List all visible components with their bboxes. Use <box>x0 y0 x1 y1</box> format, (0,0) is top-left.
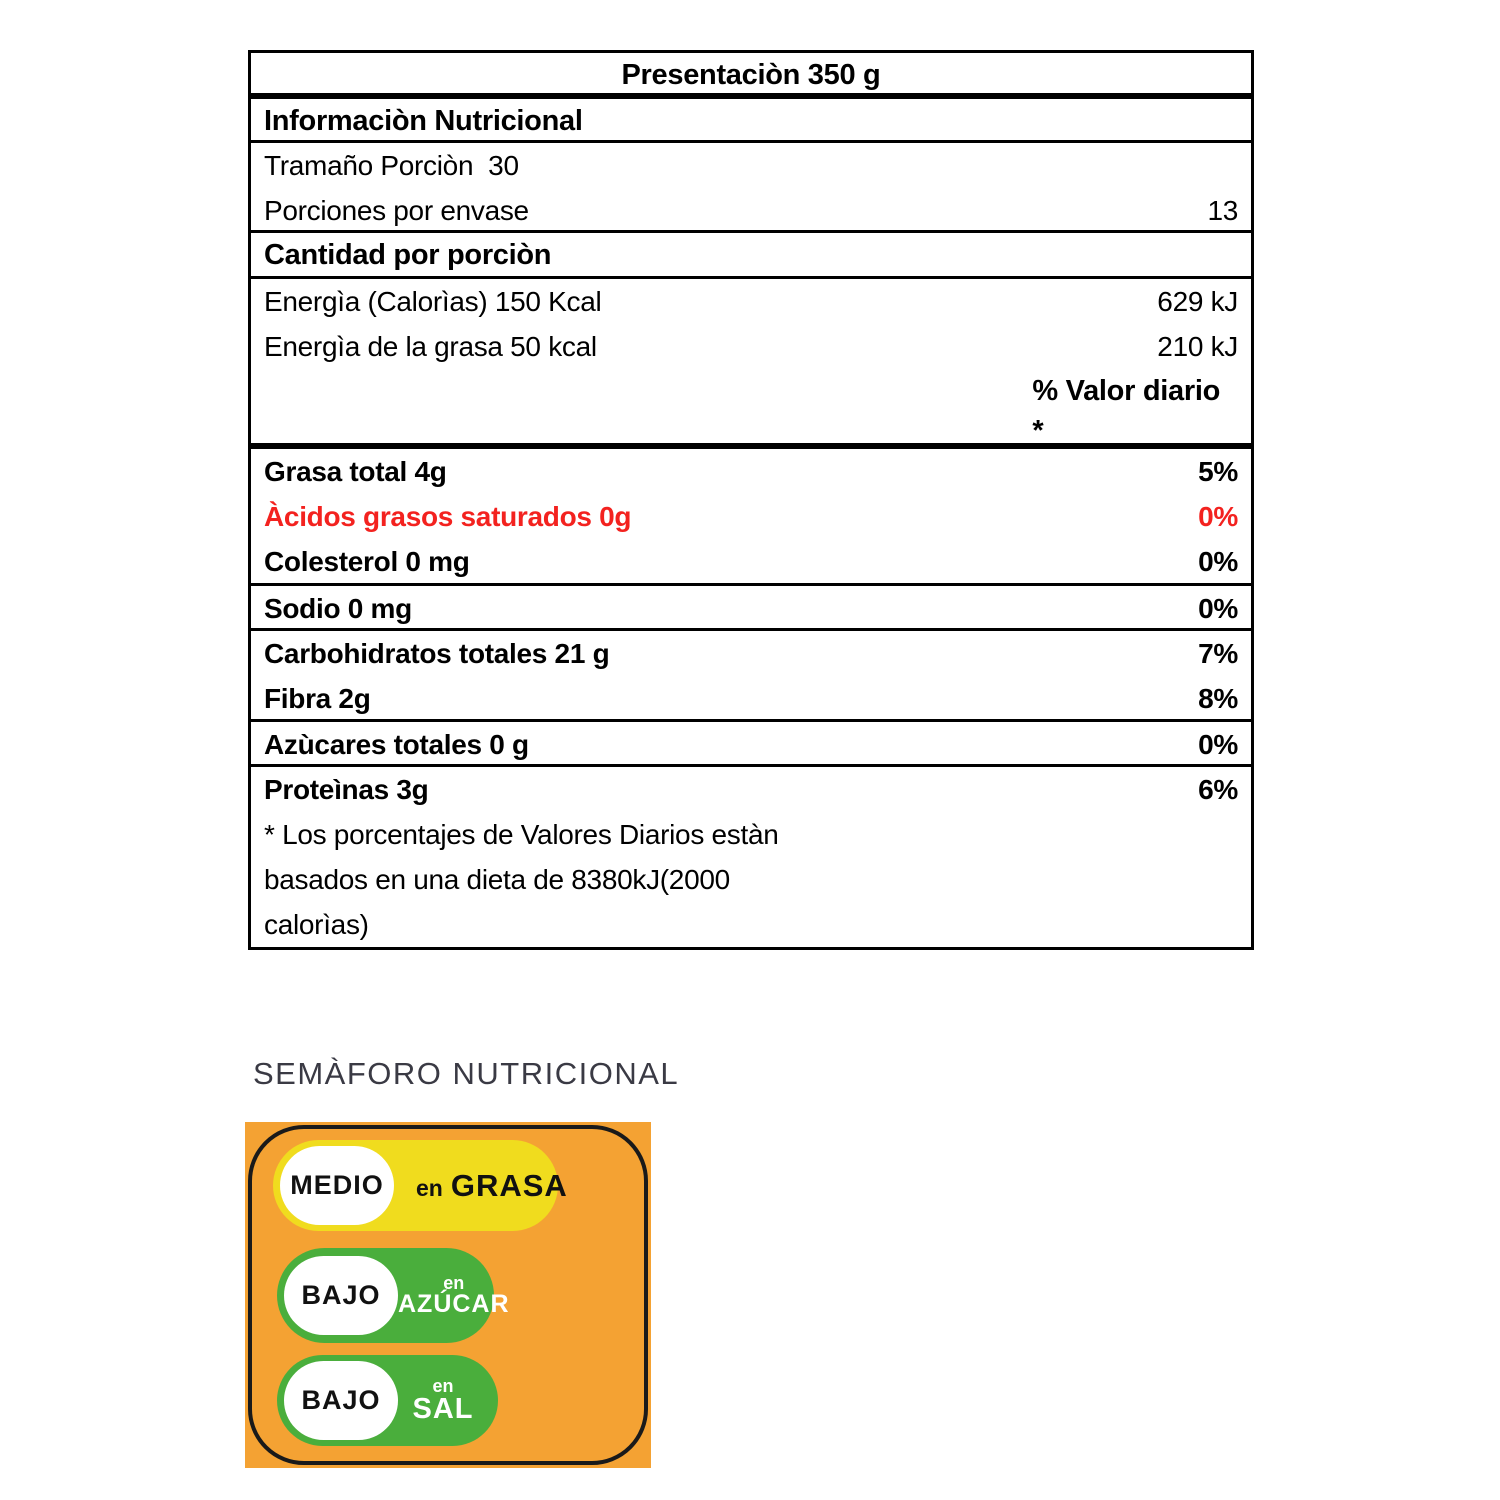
nutrient-row-total-fat <box>264 449 1238 494</box>
fat-prefix: en <box>416 1174 443 1201</box>
total-fat-label: Grasa total 4g <box>264 456 447 487</box>
footnote-line: * Los porcentajes de Valores Diarios estàn <box>264 819 779 850</box>
total-carbs-label: Carbohidratos totales 21 g <box>264 638 610 669</box>
daily-value-asterisk: * <box>1032 415 1044 447</box>
level-oval-fat <box>280 1146 394 1225</box>
serving-info-row <box>251 143 1251 233</box>
sugar-level-text: BAJO <box>301 1280 381 1310</box>
protein-label: Proteìnas 3g <box>264 774 429 805</box>
sodium-dv: 0% <box>1198 593 1238 624</box>
sugar-prefix: en <box>443 1273 465 1293</box>
amount-per-serving-header: Cantidad por porciòn <box>264 239 552 271</box>
traffic-pill-fat <box>273 1140 568 1231</box>
section-header-row <box>251 99 1251 143</box>
salt-prefix: en <box>432 1376 454 1396</box>
daily-value-footnote <box>264 812 1238 947</box>
presentation-title: Presentaciòn 350 g <box>621 59 881 91</box>
nutrient-row-saturated-fat <box>264 494 1238 539</box>
fat-level-text: MEDIO <box>290 1170 384 1200</box>
salt-nutrient-text <box>398 1377 498 1424</box>
salt-level-text: BAJO <box>301 1385 381 1415</box>
amount-per-serving-row <box>251 233 1251 279</box>
total-fat-dv: 5% <box>1198 456 1238 487</box>
saturated-fat-dv: 0% <box>1198 501 1238 532</box>
cholesterol-dv: 0% <box>1198 546 1238 577</box>
daily-value-header: % Valor diario <box>1032 375 1220 407</box>
protein-dv: 6% <box>1198 774 1238 805</box>
sugars-dv: 0% <box>1198 729 1238 760</box>
fiber-label: Fibra 2g <box>264 683 371 714</box>
salt-nutrient: SAL <box>412 1393 474 1425</box>
energy-row <box>264 279 1238 324</box>
level-oval-sugar <box>284 1256 398 1335</box>
fat-group-block <box>251 449 1251 586</box>
serving-size: Tramaño Porciòn 30 <box>264 150 519 181</box>
servings-per-container-label: Porciones por envase <box>264 195 529 226</box>
energy-block <box>251 279 1251 449</box>
total-carbs-dv: 7% <box>1198 638 1238 669</box>
semaforo-panel <box>245 1122 651 1468</box>
sodium-block <box>251 586 1251 631</box>
footnote-line: calorìas) <box>264 909 369 940</box>
energy-fat-label: Energìa de la grasa 50 kcal <box>264 331 597 362</box>
fat-nutrient: GRASA <box>450 1167 568 1203</box>
semaforo-heading: SEMÀFORO NUTRICIONAL <box>253 1056 680 1091</box>
energy-fat-kj: 210 kJ <box>1157 331 1238 362</box>
fat-nutrient-text <box>416 1168 568 1204</box>
energy-calories-label: Energìa (Calorìas) 150 Kcal <box>264 286 602 317</box>
sugars-label: Azùcares totales 0 g <box>264 729 529 760</box>
servings-per-container <box>264 188 1238 233</box>
level-oval-salt <box>284 1361 398 1440</box>
energy-calories-kj: 629 kJ <box>1157 286 1238 317</box>
servings-per-container-value: 13 <box>1207 195 1238 226</box>
nutrient-row-total-carbs <box>264 631 1238 676</box>
nutrient-row-protein <box>264 767 1238 812</box>
saturated-fat-label: Àcidos grasos saturados 0g <box>264 501 632 532</box>
carbs-group-block <box>251 631 1251 722</box>
daily-value-header-wrap <box>264 369 1238 449</box>
sodium-label: Sodio 0 mg <box>264 593 412 624</box>
traffic-pill-sugar <box>277 1248 510 1343</box>
nutrition-facts-table <box>248 50 1254 950</box>
cholesterol-label: Colesterol 0 mg <box>264 546 470 577</box>
traffic-pill-salt <box>277 1355 498 1446</box>
nutrient-row-sodium <box>264 586 1238 631</box>
section-header: Informaciòn Nutricional <box>264 105 583 137</box>
sugar-nutrient-text <box>398 1274 520 1317</box>
nutrient-row-fiber <box>264 676 1238 721</box>
footnote-line: basados en una dieta de 8380kJ(2000 <box>264 864 730 895</box>
energy-row <box>264 324 1238 369</box>
sugar-nutrient: AZÚCAR <box>398 1290 510 1318</box>
nutrient-row-sugars <box>264 722 1238 767</box>
title-row <box>251 53 1251 99</box>
sugars-block <box>251 722 1251 767</box>
protein-footnote-block <box>251 767 1251 947</box>
fiber-dv: 8% <box>1198 683 1238 714</box>
nutrient-row-cholesterol <box>264 539 1238 584</box>
daily-value-header-block <box>1032 369 1238 449</box>
